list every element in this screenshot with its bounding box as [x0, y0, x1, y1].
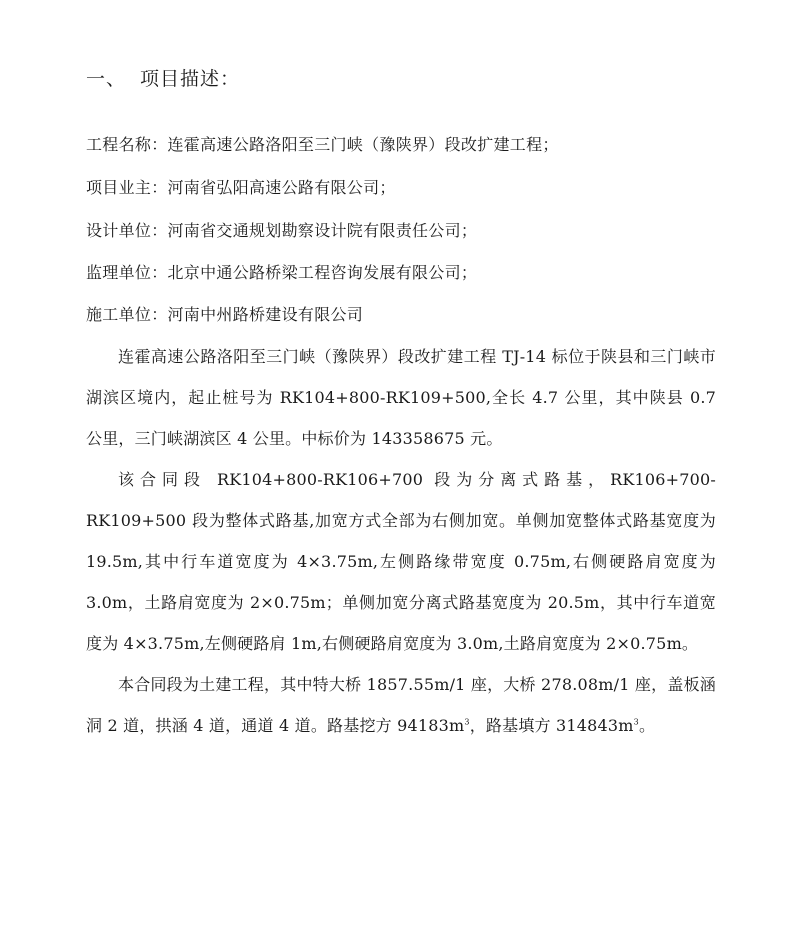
- quantities-text: 本合同段为土建工程，其中特大桥 1857.55m/1 座，大桥 278.08m/1 座，盖板涵洞 2 道，拱涵 4 道，通道 4 道。路基挖方 94183m: [86, 675, 716, 735]
- section-heading: [86, 64, 240, 91]
- superscript-cubic-fill: 3: [633, 717, 639, 727]
- section-number: 一、: [86, 68, 127, 90]
- paragraph-roadbed: 该合同段 RK104+800-RK106+700 段为分离式路基，RK106+700-RK109+500 段为整体式路基,加宽方式全部为右侧加宽。单侧加宽整体式路基宽度为 19.5m,其中行车道宽度为 4×3.75m,左侧路缘带宽度 0.75m,右侧硬路肩宽度为 3.0m，土路肩宽度为 2×0.75m；单侧加宽分离式路基宽度为 20.5m，其中行车道宽度为 4×3.75m,左侧硬路肩 1m,右侧硬路肩宽度为 3.0m,土路肩宽度为 2×0.75m。: [86, 470, 716, 653]
- project-owner-line: 项目业主：河南省弘阳高速公路有限公司；: [86, 178, 396, 197]
- superscript-cubic: 3: [464, 717, 470, 727]
- quantities-text-fill: ，路基填方 314843m: [469, 716, 634, 735]
- section-title: 项目描述：: [140, 68, 241, 90]
- construction-unit-line: 施工单位：河南中州路桥建设有限公司: [86, 305, 364, 324]
- paragraph-overview: 连霍高速公路洛阳至三门峡（豫陕界）段改扩建工程 TJ-14 标位于陕县和三门峡市湖滨区境内，起止桩号为 RK104+800-RK109+500,全长 4.7 公里，其中陕县 0.7 公里，三门峡湖滨区 4 公里。中标价为 143358675 元。: [86, 347, 716, 448]
- supervision-unit-line: 监理单位：北京中通公路桥梁工程咨询发展有限公司；: [86, 263, 478, 282]
- design-unit-line: 设计单位：河南省交通规划勘察设计院有限责任公司；: [86, 221, 478, 240]
- quantities-text-end: 。: [638, 716, 656, 735]
- paragraph-quantities: [86, 664, 716, 746]
- project-name-line: 工程名称：连霍高速公路洛阳至三门峡（豫陕界）段改扩建工程；: [86, 135, 559, 154]
